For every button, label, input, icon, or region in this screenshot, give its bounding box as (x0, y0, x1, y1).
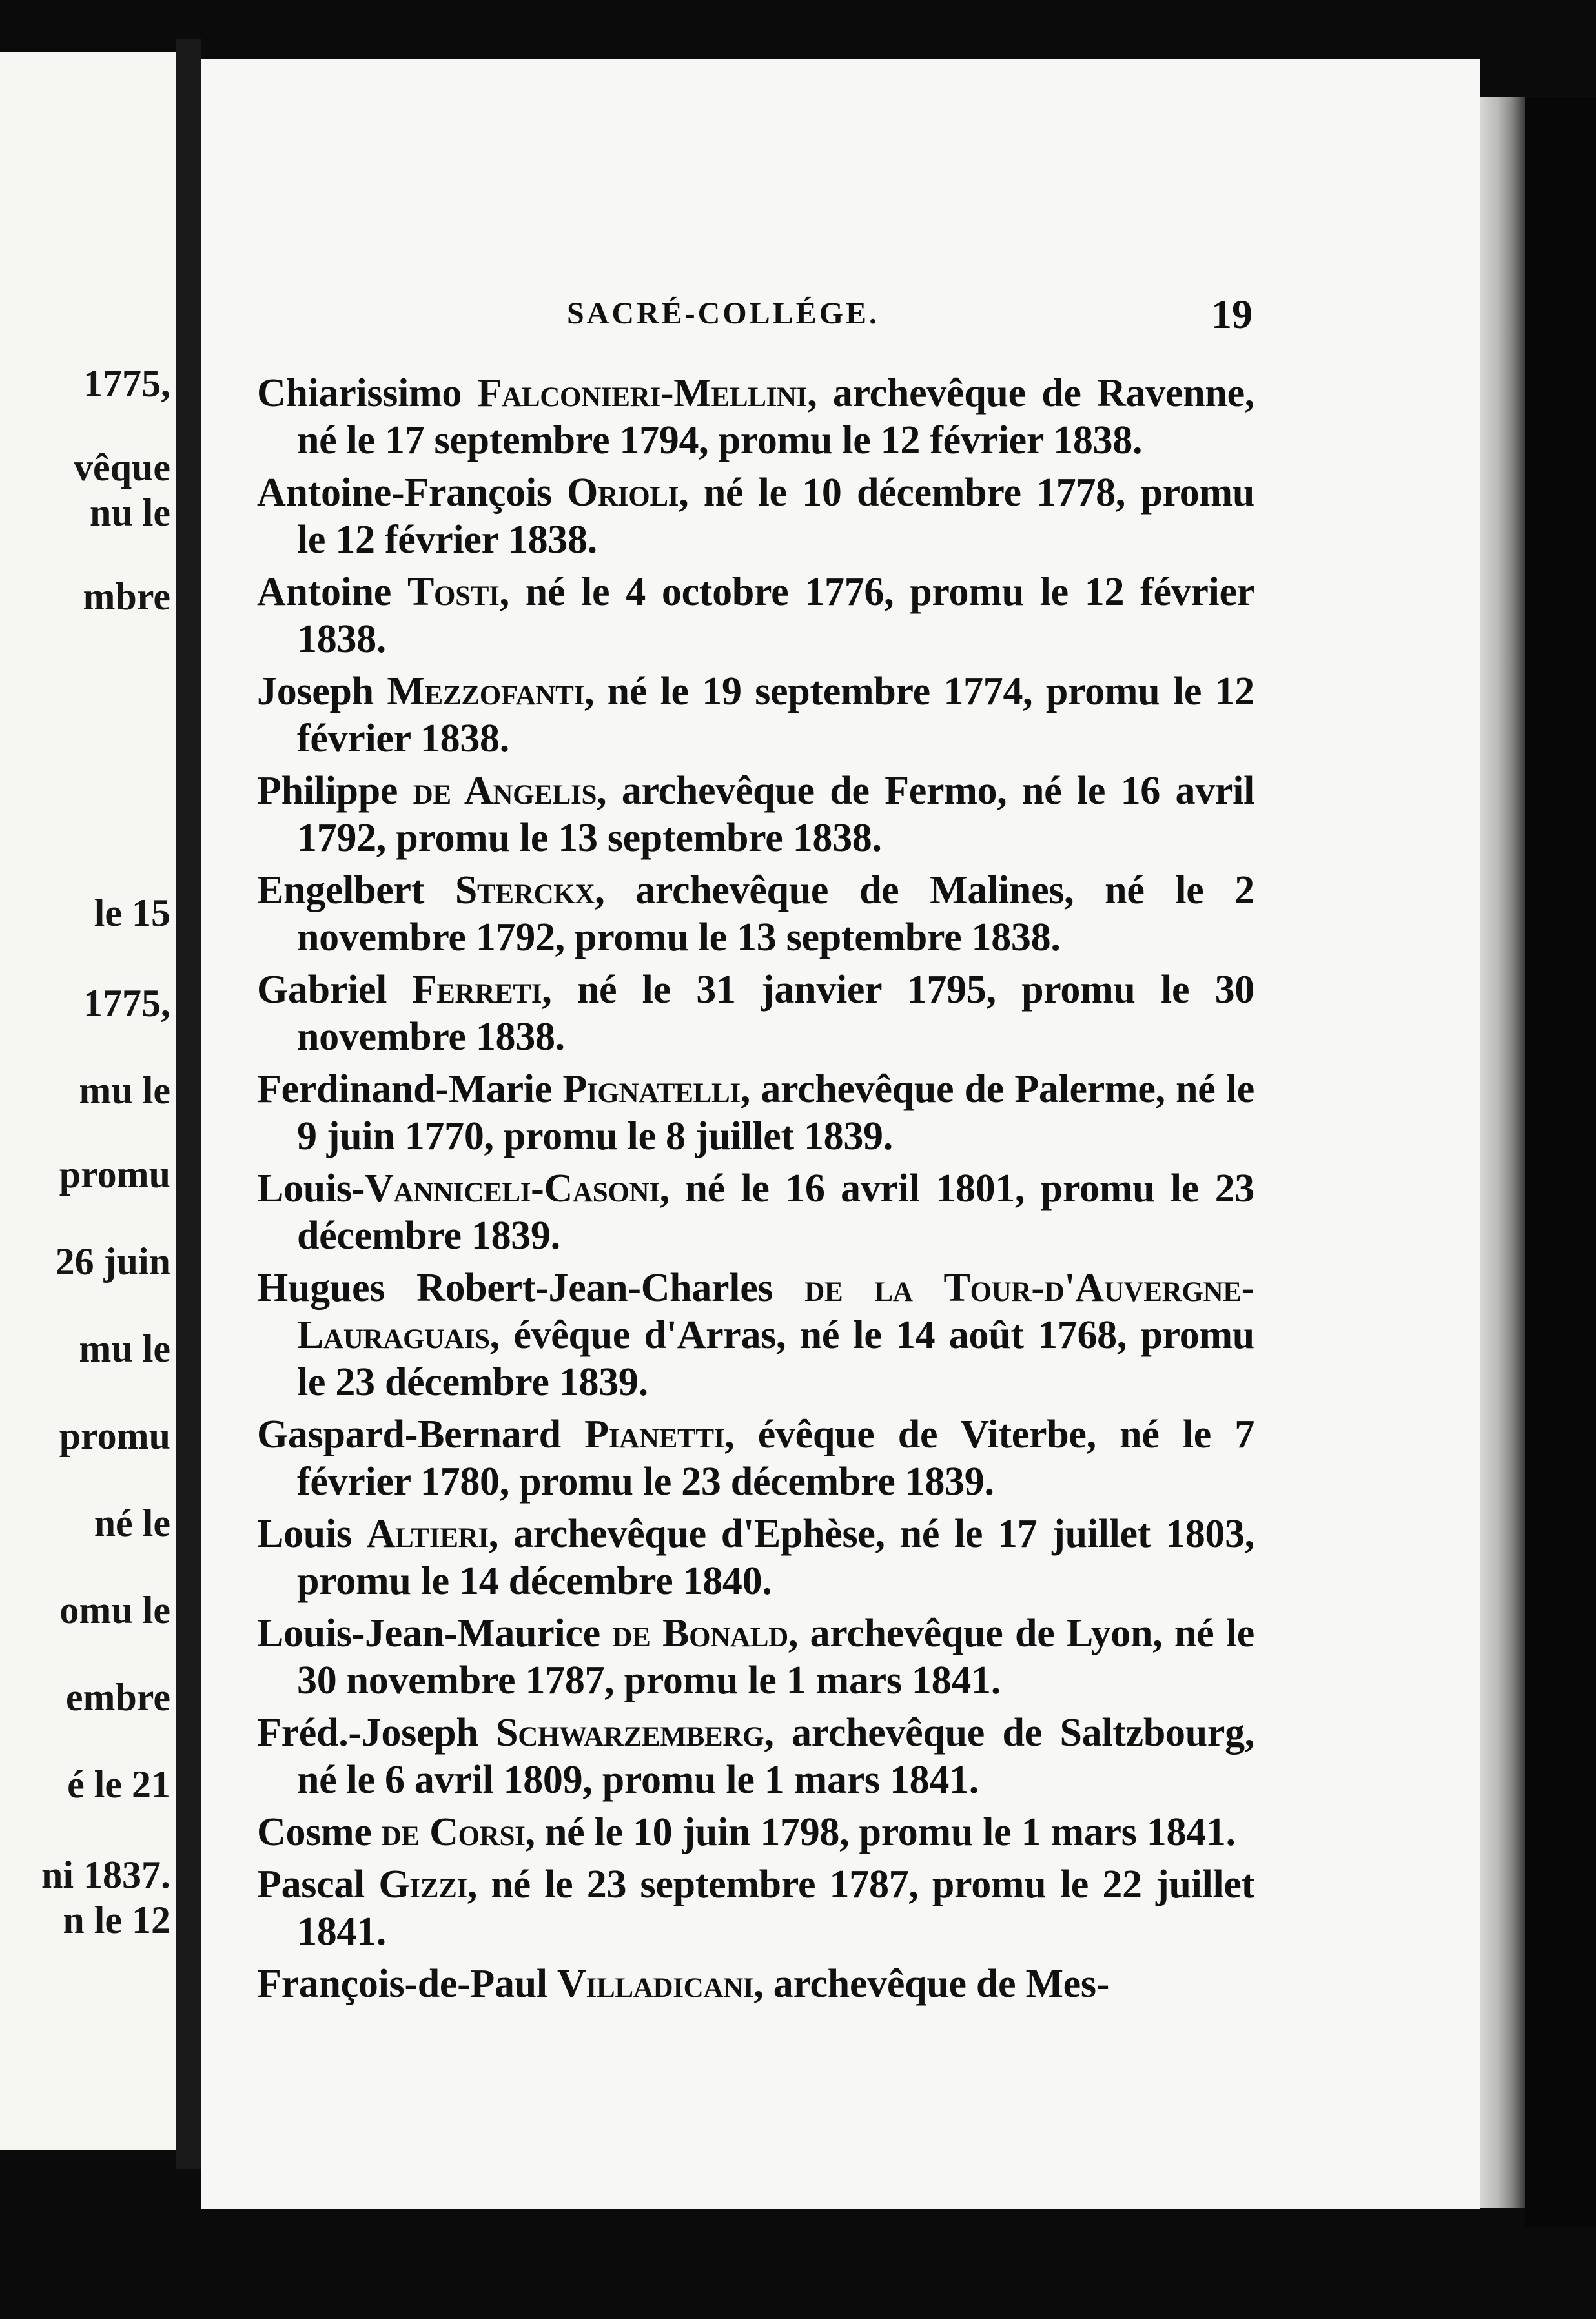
entry-details: , archevêque de Mes- (753, 1962, 1110, 2006)
entry-given-name: Louis- (257, 1167, 365, 1211)
list-item (257, 668, 1254, 762)
left-page-fragment: é le 21 (67, 1763, 170, 1806)
list-item (257, 966, 1254, 1061)
entry-surname: Falconieri-Mellini (477, 371, 808, 415)
cardinal-list (257, 370, 1254, 2013)
entry-given-name: Joseph (257, 669, 387, 713)
list-item (257, 1165, 1254, 1260)
entry-details: , archevêque de Saltzbourg, né le 6 avril 1809, promu le 1 mars 1841. (297, 1711, 1255, 1802)
entry-given-name: Philippe (257, 769, 413, 813)
entry-details: , archevêque de Malines, né le 2 novembre 1792, promu le 13 septembre 1838. (297, 868, 1254, 959)
left-page-fragment: vêque (74, 446, 170, 489)
entry-surname: Schwarzemberg (496, 1711, 764, 1755)
left-page-fragment: embre (65, 1676, 170, 1719)
entry-surname: Orioli (567, 471, 679, 515)
list-item (257, 1511, 1254, 1605)
left-page-fragment: 1775, (83, 362, 170, 405)
page-number: 19 (1211, 291, 1253, 337)
entry-details: , archevêque de Lyon, né le 30 novembre 1787, promu le 1 mars 1841. (297, 1611, 1254, 1702)
entry-details: , né le 4 octobre 1776, promu le 12 février 1838. (297, 570, 1254, 661)
left-page-fragment: promu (59, 1415, 170, 1457)
list-item (257, 867, 1254, 961)
left-page-fragment: omu le (59, 1589, 170, 1631)
entry-surname: Gizzi (378, 1863, 467, 1906)
entry-details: , évêque de Viterbe, né le 7 février 1780, promu le 23 décembre 1839. (297, 1413, 1254, 1504)
entry-given-name: Antoine-François (257, 471, 568, 515)
entry-details: , archevêque de Fermo, né le 16 avril 1792, promu le 13 septembre 1838. (297, 769, 1255, 860)
book-gutter (176, 39, 201, 2169)
left-page-fragment: mu le (79, 1327, 170, 1370)
entry-surname: de Corsi (381, 1810, 526, 1854)
list-item (257, 768, 1254, 862)
page-edge-shadow (1480, 97, 1525, 2208)
entry-details: , archevêque de Ravenne, né le 17 septembre 1794, promu le 12 février 1838. (297, 371, 1254, 462)
entry-details: , né le 31 janvier 1795, promu le 30 novembre 1838. (297, 968, 1255, 1059)
entry-given-name: Louis-Jean-Maurice (257, 1611, 613, 1655)
entry-details: , né le 23 septembre 1787, promu le 22 juillet 1841. (297, 1863, 1254, 1954)
entry-surname: Ferreti (412, 968, 542, 1012)
left-page-fragment: mbre (83, 575, 170, 618)
entry-surname: Sterckx (455, 868, 595, 912)
left-facing-page (0, 52, 176, 2150)
entry-given-name: Engelbert (257, 868, 455, 912)
entry-given-name: Antoine (257, 570, 407, 614)
left-page-fragment: nu le (89, 491, 170, 534)
entry-details: , archevêque de Palerme, né le 9 juin 1770, promu le 8 juillet 1839. (297, 1067, 1254, 1158)
entry-details: , archevêque d'Ephèse, né le 17 juillet 1803, promu le 14 décembre 1840. (297, 1512, 1254, 1603)
entry-surname: de Bonald (612, 1611, 788, 1655)
entry-given-name: Ferdinand-Marie (257, 1067, 563, 1111)
entry-details: , né le 10 décembre 1778, promu le 12 février 1838. (297, 471, 1254, 562)
list-item (257, 569, 1254, 663)
list-item (257, 1411, 1254, 1506)
entry-surname: de la Tour-d'Auvergne-Lauraguais (297, 1266, 1254, 1357)
entry-given-name: Louis (257, 1512, 367, 1556)
left-page-fragment: 1775, (83, 982, 170, 1025)
list-item (257, 1610, 1254, 1704)
entry-details: , évêque d'Arras, né le 14 août 1768, promu le 23 décembre 1839. (297, 1313, 1254, 1404)
entry-given-name: Chiarissimo (257, 371, 478, 415)
entry-surname: Tosti (407, 570, 500, 614)
left-page-fragment: le 15 (94, 892, 170, 934)
entry-surname: Pianetti (584, 1413, 725, 1456)
entry-details: , né le 10 juin 1798, promu le 1 mars 1841. (525, 1810, 1236, 1854)
entry-given-name: Fréd.-Joseph (257, 1711, 496, 1755)
entry-given-name: Gabriel (257, 968, 413, 1012)
entry-given-name: Cosme (257, 1810, 382, 1854)
book-cover-edge (1525, 97, 1596, 2227)
left-page-fragment: n le 12 (63, 1899, 170, 1941)
list-item (257, 469, 1254, 564)
entry-surname: Villadicani (557, 1962, 754, 2006)
list-item (257, 1066, 1254, 1160)
entry-given-name: Hugues Robert-Jean-Charles (257, 1266, 805, 1310)
entry-details: , né le 19 septembre 1774, promu le 12 février 1838. (297, 669, 1254, 761)
entry-given-name: Gaspard-Bernard (257, 1413, 585, 1456)
left-page-fragment: 26 juin (55, 1240, 170, 1283)
entry-surname: Mezzofanti (387, 669, 584, 713)
list-item (257, 1265, 1254, 1406)
entry-details: , né le 16 avril 1801, promu le 23 décembre 1839. (297, 1167, 1254, 1258)
entry-surname: Vanniceli-Casoni (365, 1167, 660, 1211)
running-head: SACRÉ-COLLÉGE. (566, 296, 880, 331)
entry-surname: de Angelis (413, 769, 597, 813)
list-item (257, 1809, 1254, 1856)
list-item (257, 1861, 1254, 1956)
list-item (257, 1710, 1254, 1804)
left-page-fragment: né le (94, 1502, 170, 1544)
list-item (257, 370, 1254, 464)
left-page-fragment: promu (59, 1153, 170, 1196)
left-page-fragment: mu le (79, 1069, 170, 1112)
entry-surname: Pignatelli (562, 1067, 741, 1111)
entry-surname: Altieri (366, 1512, 489, 1556)
entry-given-name: François-de-Paul (257, 1962, 558, 2006)
left-page-fragment: ni 1837. (41, 1854, 170, 1896)
entry-given-name: Pascal (257, 1863, 379, 1906)
list-item (257, 1961, 1254, 2008)
